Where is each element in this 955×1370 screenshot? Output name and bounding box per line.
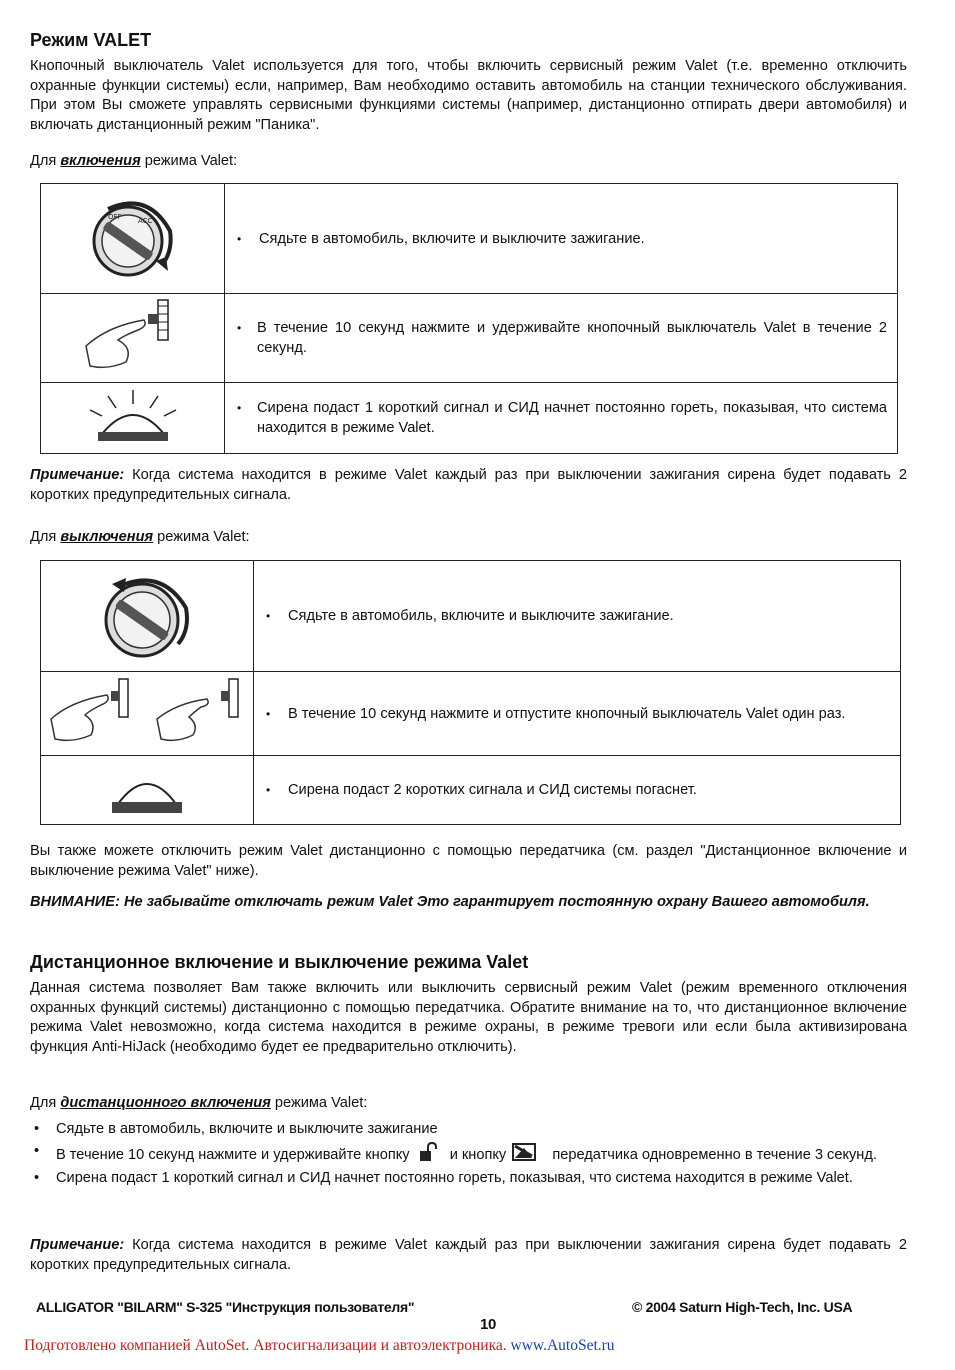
footer-copyright: © 2004 Saturn High-Tech, Inc. USA: [632, 1299, 853, 1315]
disable-step-3: • Сирена подаст 2 коротких сигнала и СИД системы погаснет.: [254, 756, 901, 825]
note-label: Примечание:: [30, 1237, 125, 1253]
warning: ВНИМАНИЕ: Не забывайте отключать режим Valet Это гарантирует постоянную охрану Вашего автомобиля.: [30, 894, 870, 910]
enable-step-1: • Сядьте в автомобиль, включите и выключите зажигание.: [225, 184, 898, 294]
disable-step-row: [41, 672, 901, 756]
led-off-icon: [41, 756, 254, 825]
remote-hint: Вы также можете отключить режим Valet дистанционно с помощью передатчика (см. раздел "Дистанционное включение и выключение режима Valet" ниже).: [30, 843, 907, 879]
section-title-remote: Дистанционное включение и выключение режима Valet: [30, 952, 529, 972]
credit-line: Подготовлено компанией AutoSet. Автосигнализации и автоэлектроника. www.AutoSet.ru: [24, 1337, 615, 1354]
list-item: • Сирена подаст 1 короткий сигнал и СИД начнет постоянно гореть, показывая, что система находится в режиме Valet.: [34, 1170, 853, 1186]
disable-steps-table: [40, 560, 901, 825]
enable-step-row: [41, 383, 898, 454]
unlock-icon: [418, 1142, 440, 1162]
list-item: • В течение 10 секунд нажмите и удерживайте кнопку и кнопку передатчика одновременно в течение 3 секунд.: [34, 1142, 877, 1163]
hand-press-button-icon: [41, 294, 225, 383]
credit-link[interactable]: www.AutoSet.ru: [510, 1337, 615, 1354]
intro-paragraph: Кнопочный выключатель Valet используется для того, чтобы включить сервисный режим Valet (т.е. временно отключить охранные функции системы) если, например, Вам необходимо оставить автомобиль на станции технического обслуживания. При этом Вы сможете управлять сервисными функциями системы (например, дистанционно отпирать двери автомобиля) и включать дистанционный режим "Паника".: [30, 58, 907, 133]
remote-word: дистанционного включения: [60, 1095, 271, 1111]
disable-step-row: [41, 756, 901, 825]
note-label: Примечание:: [30, 467, 125, 483]
enable-step-row: [41, 184, 898, 294]
note-1: Примечание: Когда система находится в режиме Valet каждый раз при выключении зажигания сирена будет подавать 2 коротких предупредительных сигнала.: [30, 467, 907, 503]
disable-lead: Для выключения режима Valet:: [30, 529, 250, 545]
disable-word: выключения: [60, 529, 154, 545]
svg-text:OFF: OFF: [107, 213, 122, 221]
section-title-valet: Режим VALET: [30, 30, 152, 50]
remote-lead: Для дистанционного включения режима Valet:: [30, 1095, 368, 1111]
enable-step-2: • В течение 10 секунд нажмите и удерживайте кнопочный выключатель Valet в течение 2 секунд.: [225, 294, 898, 383]
enable-step-row: [41, 294, 898, 383]
footer-title: ALLIGATOR "BILARM" S-325 "Инструкция пользователя": [36, 1299, 415, 1315]
disable-step-row: [41, 561, 901, 672]
enable-steps-table: [40, 183, 898, 454]
note-2: Примечание: Когда система находится в режиме Valet каждый раз при выключении зажигания сирена будет подавать 2 коротких предупредительных сигнала.: [30, 1237, 907, 1273]
ignition-key-icon: [41, 561, 254, 672]
remote-steps: [30, 1120, 910, 1189]
hand-press-icon: [51, 679, 128, 740]
enable-step-3: • Сирена подаст 1 короткий сигнал и СИД начнет постоянно гореть, показывая, что система находится в режиме Valet.: [225, 383, 898, 454]
page-number: 10: [480, 1316, 497, 1333]
disable-step-1: • Сядьте в автомобиль, включите и выключите зажигание.: [254, 561, 901, 672]
list-item: • Сядьте в автомобиль, включите и выключите зажигание: [34, 1121, 438, 1137]
enable-lead: Для включения режима Valet:: [30, 153, 238, 169]
trunk-icon: [512, 1142, 538, 1162]
disable-step-2: • В течение 10 секунд нажмите и отпустите кнопочный выключатель Valet один раз.: [254, 672, 901, 756]
hand-press-release-icon: [41, 672, 254, 756]
ignition-key-icon: [41, 184, 225, 294]
remote-intro: Данная система позволяет Вам также включить или выключить сервисный режим Valet (режим временного отключения охранных функций системы) дистанционно с помощью передатчика. Обратите внимание на то, что дистанционное включение режима Valet невозможно, когда система находится в режиме охраны, в режиме тревоги или если была активизирована функция Anti-HiJack (необходимо будет ее предварительно отключить).: [30, 980, 907, 1055]
svg-text:ACC: ACC: [137, 217, 152, 225]
hand-release-icon: [157, 679, 238, 740]
enable-word: включения: [60, 153, 141, 169]
led-on-icon: [41, 383, 225, 454]
